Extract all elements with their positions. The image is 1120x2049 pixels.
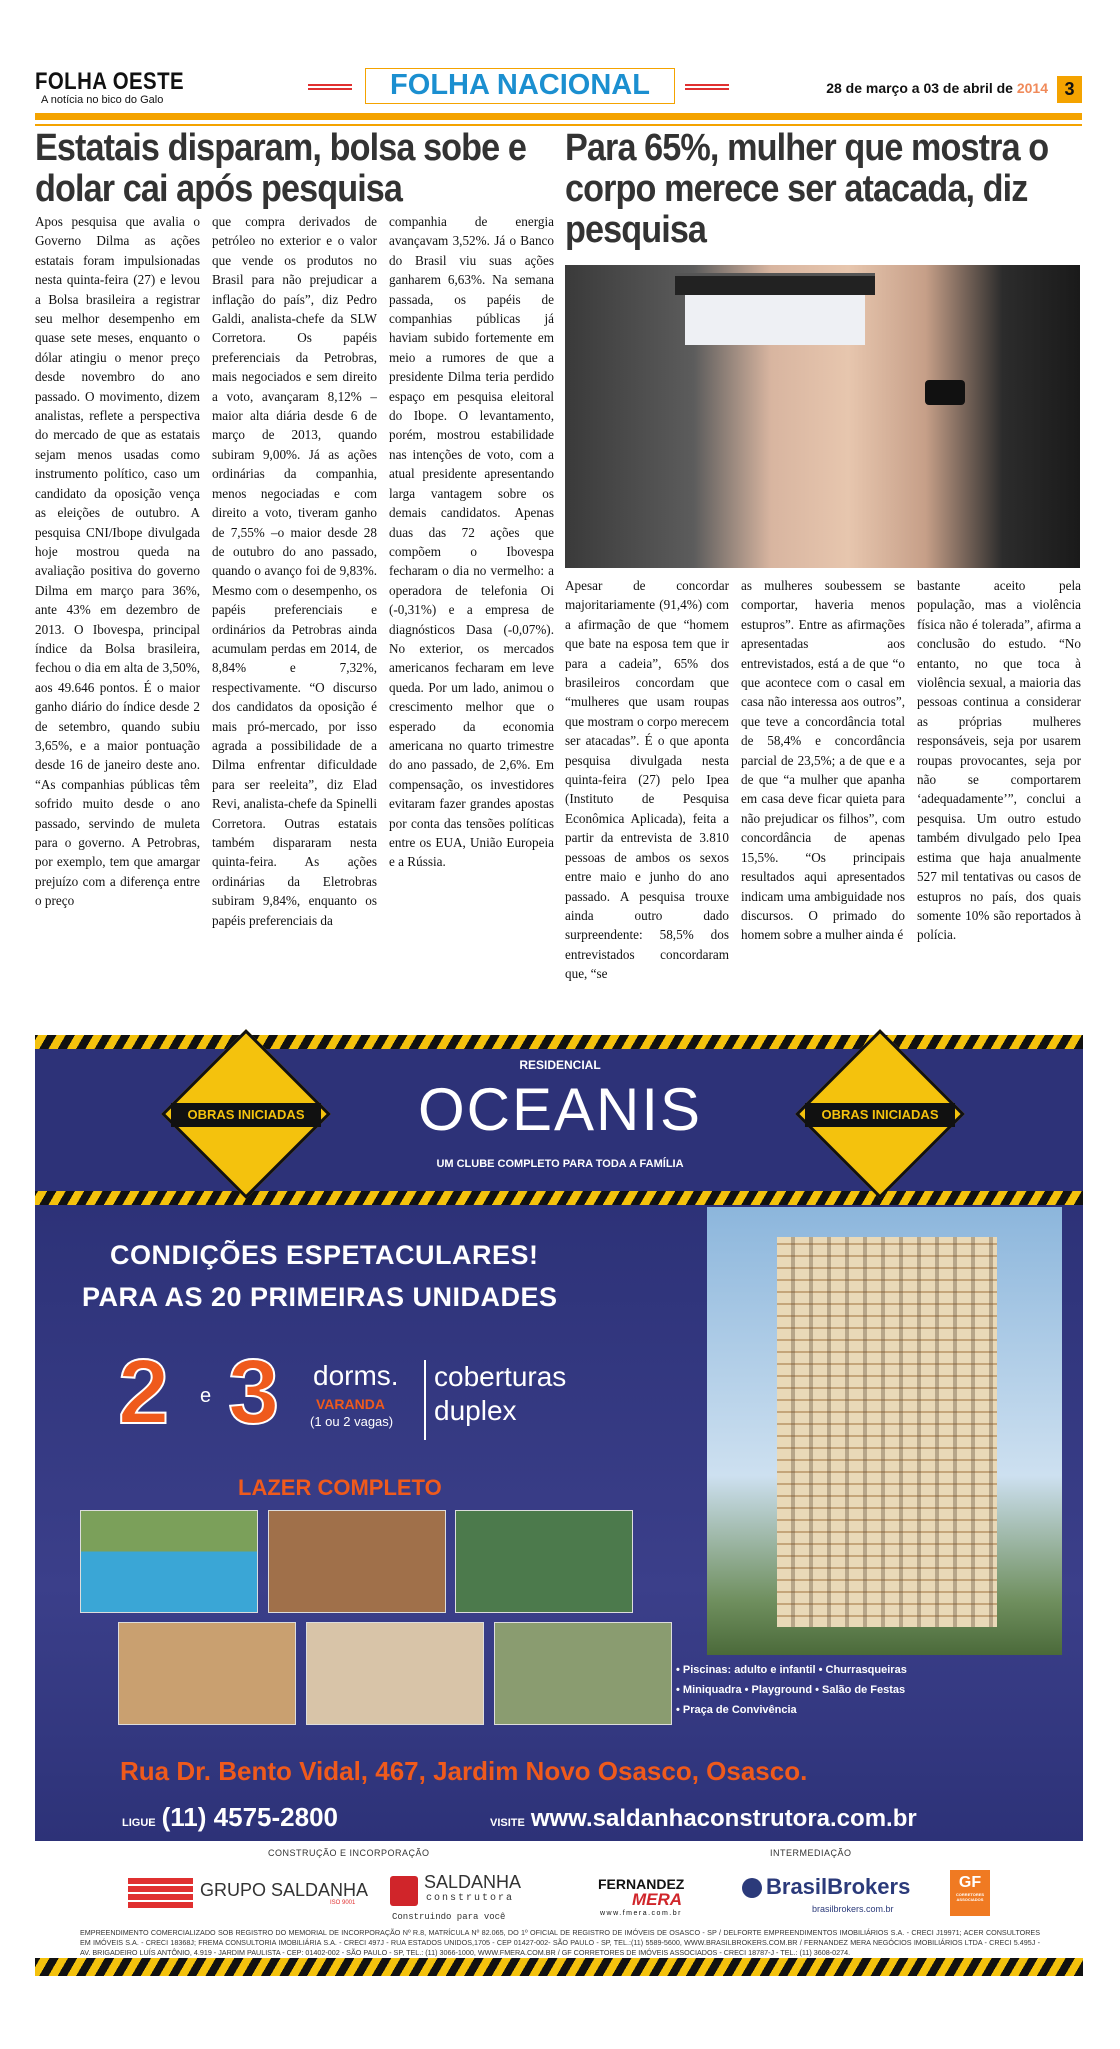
amenity-photo-hall — [306, 1622, 484, 1725]
hazard-stripes — [35, 1191, 1083, 1205]
iso-label: ISO 9001 — [330, 1900, 356, 1906]
amenity-line: • Praça de Convivência — [676, 1704, 797, 1716]
issue-date — [826, 80, 1048, 96]
ad-phone — [122, 1802, 338, 1833]
dorm-count-2: 2 — [118, 1341, 170, 1443]
saldanha-icon — [390, 1876, 418, 1906]
divider — [424, 1360, 426, 1440]
divider — [685, 84, 729, 90]
header-rule-thin — [35, 124, 1082, 126]
gf-logo — [950, 1870, 990, 1916]
coberturas: coberturas — [434, 1361, 567, 1392]
ad-headline-2: PARA AS 20 PRIMEIRAS UNIDADES — [82, 1282, 558, 1312]
gf-text: GF — [958, 1874, 982, 1891]
amenity-photo-pool — [80, 1510, 258, 1613]
dorm-count-3: 3 — [228, 1341, 280, 1443]
brasilbrokers-icon — [742, 1878, 762, 1898]
article1-headline: Estatais disparam, bolsa sobe e dolar cai após pesquisa — [35, 127, 527, 210]
sign-label: OBRAS INICIADAS — [171, 1103, 321, 1127]
building-render — [707, 1207, 1062, 1655]
visit-label: VISITE — [490, 1817, 525, 1829]
amenities-list — [676, 1660, 907, 1720]
construction-label: CONSTRUÇÃO E INCORPORAÇÃO — [268, 1848, 430, 1858]
gf-subtext: CORRETORES ASSOCIADOS — [955, 1892, 985, 1902]
grupo-saldanha-icon — [128, 1878, 193, 1908]
article-photo — [565, 265, 1080, 568]
fmera-url: www.fmera.com.br — [600, 1910, 682, 1917]
website-url: www.saldanhaconstrutora.com.br — [530, 1805, 917, 1832]
call-label: LIGUE — [122, 1817, 156, 1829]
section-title: FOLHA NACIONAL — [365, 68, 675, 104]
amenity-photo-plaza — [494, 1622, 672, 1725]
oceanis-logo: OCEANIS — [417, 1076, 703, 1143]
dorms-text: dorms. — [313, 1360, 399, 1391]
mera-logo: MERA — [632, 1890, 683, 1909]
header-rule — [35, 113, 1082, 120]
coberturas-text — [434, 1360, 566, 1428]
amenity-line: • Piscinas: adulto e infantil • Churrasqueiras — [676, 1664, 907, 1676]
article1-col1: Apos pesquisa que avalia o Governo Dilma as ações estatais foram impulsionadas nesta quinta-feira (27) e levou a Bolsa brasileira a registrar seu melhor desempenho em quase sete meses, enquanto o dólar atingiu o menor preço desde novembro do ano passado. O movimento, dizem analistas, reflete a perspectiva do mercado de que as estatais sejam menos usadas como instrumento político, caso um candidato da oposição vença as eleições de outubro. A pesquisa CNI/Ibope divulgada hoje mostrou queda na avaliação positiva do governo Dilma em março para 36%, ante 43% em dezembro de 2013. O Ibovespa, principal índice da Bolsa brasileira, fechou o dia em alta de 3,50%, aos 49.646 pontos. É o maior ganho diário do índice desde 2 de setembro, quando subiu 3,65%, e a maior pontuação desde 16 de janeiro deste ano. “As companhias públicas têm sofrido muito desde o ano passado, servindo de muleta para o governo. A Petrobras, por exemplo, tem que amargar prejuízo com a diferença entre o preço — [35, 214, 200, 909]
lazer-title: LAZER COMPLETO — [238, 1475, 442, 1500]
duplex: duplex — [434, 1395, 517, 1426]
intermediation-label: INTERMEDIAÇÃO — [770, 1848, 852, 1858]
brasilbrokers-url: brasilbrokers.com.br — [812, 1904, 894, 1914]
article1-col2: que compra derivados de petróleo no exterior e o valor que vende os produtos no Brasil para não prejudicar a inflação do país”, diz Pedro Galdi, analista-chefe da SLW Corretora. Os papéis preferenciais da Petrobras, mais negociados e sem direito a voto, avançaram 8,12% –maior alta diária desde 6 de março de 2013, quando subiram 9,00%. Já as ações ordinárias da companhia, menos negociadas e com direito a voto, tiveram ganho de 7,55% –o maior desde 28 de outubro do ano passado, quando o avanço foi de 9,83%. Mesmo com o desempenho, os papéis preferenciais e ordinários da Petrobras ainda acumulam perdas em 2014, de 8,84% e 7,32%, respectivamente. “O discurso dos candidatos da oposição é mais pró-mercado, por isso agrada a possibilidade de a Dilma enfrentar dificuldade para ser reeleita”, diz Elad Revi, analista-chefe da Spinelli Corretora. Outras estatais também dispararam nesta quinta-feira. As ações ordinárias da Eletrobras subiram 9,84%, enquanto os papéis preferenciais da — [212, 214, 377, 928]
residencial-label: RESIDENCIAL — [519, 1058, 601, 1072]
sign-label: OBRAS INICIADAS — [805, 1103, 955, 1127]
date-year: 2014 — [1016, 80, 1048, 96]
vagas-text: (1 ou 2 vagas) — [310, 1414, 394, 1429]
masthead-brand — [35, 68, 210, 106]
amenity-line: • Miniquadra • Playground • Salão de Festas — [676, 1684, 906, 1696]
divider — [308, 84, 352, 90]
and-text: e — [200, 1385, 212, 1407]
article1-col3: companhia de energia avançavam 3,52%. Já o Banco do Brasil viu suas ações ganharem 6,63%. Na semana passada, os papéis de companhias públicas já haviam subido fortemente em meio a rumores de que a presidente Dilma teria perdido espaço em pesquisa eleitoral do Ibope. O levantamento, porém, mostrou estabilidade nas intenções de voto, com a atual presidente apresentando larga vantagem sobre os demais candidatos. Apenas duas das 72 ações que compõem o Ibovespa fecharam o dia no vermelho: a operadora de telefonia Oi (-0,31%) e a empresa de diagnósticos Dasa (-0,07%). No exterior, os mercados americanos fecharam em leve queda. Por um lado, animou o crescimento melhor que o esperado da economia americana no quarto trimestre do ano passado, de 2,6%. Em compensação, os investidores evitaram fazer grandes apostas por conta das tensões políticas entre os EUA, União Europeia e a Rússia. — [389, 214, 554, 870]
hazard-stripes — [35, 1035, 1083, 1049]
brasilbrokers-logo: BrasilBrokers — [766, 1874, 911, 1899]
article2-col2: as mulheres soubessem se comportar, haveria menos estupros”. Entre as afirmações apresentadas aos entrevistados, está a de que “o que acontece com o casal em casa não interessa aos outros”, que teve a concordância total de 58,4% e concordância parcial de 23,5%; a de que e a de que “a mulher que apanha em casa deve ficar quieta para não prejudicar os filhos”, com concordância de apenas 15,5%. “Os principais resultados aqui apresentados indicam uma ambiguidade nos discursos. O primado do homem sobre a mulher ainda é — [741, 578, 905, 943]
amenity-photo-bbq — [268, 1510, 446, 1613]
saldanha-logo: SALDANHA — [424, 1872, 522, 1892]
article2-col1: Apesar de concordar majoritariamente (91,4%) com a afirmação de que “homem que bate na esposa tem que ir para a cadeia”, 65% dos brasileiros concordam que “mulheres que usam roupas que mostram o corpo merecem ser atacadas”. É o que aponta pesquisa divulgada nesta quinta-feira (27) pelo Ipea (Instituto de Pesquisa Econômica Aplicada), feita a partir da entrevista de 3.810 pessoas de ambos os sexos entre maio e junho do ano passado. A pesquisa trouxe ainda outro dado surpreendente: 58,5% dos entrevistados concordaram que, “se — [565, 578, 729, 982]
article2-headline: Para 65%, mulher que mostra o corpo merece ser atacada, diz pesquisa — [565, 127, 1049, 251]
ad-address: Rua Dr. Bento Vidal, 467, Jardim Novo Osasco, Osasco. — [120, 1756, 808, 1786]
amenity-photo-court — [455, 1510, 633, 1613]
saldanha-slogan: Construindo para você — [392, 1912, 506, 1922]
ad-tagline: UM CLUBE COMPLETO PARA TODA A FAMÍLIA — [436, 1158, 684, 1170]
grupo-saldanha-logo: GRUPO SALDANHA — [200, 1880, 369, 1900]
article2-col3: bastante aceito pela população, mas a violência física não é tolerada”, afirma a conclusão do estudo. “No entanto, no que toca à violência sexual, a maioria das pessoas continua a considerar as próprias mulheres responsáveis, seja por usarem roupas provocantes, seja por não se comportarem ‘adequadamente’”, conclui a pesquisa. Um outro estudo também divulgado pelo Ipea estima que haja anualmente 527 mil tentativas ou casos de estupros no país, dos quais somente 10% são reportados à polícia. — [917, 578, 1081, 943]
construtora-label: construtora — [426, 1893, 515, 1904]
fernandez-logo: FERNANDEZ — [598, 1876, 685, 1892]
varanda-text: VARANDA — [316, 1396, 385, 1412]
brand-name: FOLHA OESTE — [35, 68, 184, 95]
brand-slogan: A notícia no bico do Galo — [41, 94, 164, 106]
amenity-photo-playground — [118, 1622, 296, 1725]
date-text: 28 de março a 03 de abril de — [826, 80, 1013, 96]
ad-website — [490, 1805, 917, 1833]
ad-headline-1: CONDIÇÕES ESPETACULARES! — [110, 1240, 539, 1270]
hazard-stripes — [35, 1958, 1083, 1976]
legal-disclaimer: EMPREENDIMENTO COMERCIALIZADO SOB REGISTRO DO MEMORIAL DE INCORPORAÇÃO Nº R.8, MATRÍCULA Nº 82.065, DO 1º OFICIAL DE REGISTRO DE IMÓVEIS DE OSASCO - SP / DELFORTE EMPREENDIMENTOS IMOBILIÁRIOS S.A. - CRECI J19971; ACER CONSULTORES EM IMÓVEIS S.A. - CRECI 18368J; FREMA CONSULTORIA IMOBILIÁRIA S.A. - CRECI 497J - RUA ESTADOS UNIDOS,1705 - CEP 01427-002- SÃO PAULO - SP, TEL.:(11) 5589-5600, WWW.BRASILBROKERS.COM.BR / FERNANDEZ MERA NEGÓCIOS IMOBILIÁRIOS LTDA - CRECI 5.495J - AV. BRIGADEIRO LUÍS ANTÔNIO, 4.919 - JARDIM PAULISTA - CEP: 01402-002 - SÃO PAULO - SP, TEL.: (11) 3066-1000, WWW.FMERA.COM.BR / GF CORRETORES DE IMÓVEIS ASSOCIADOS - CRECI 18787-J - TEL.: (11) 3608-0274. — [80, 1928, 1040, 1957]
phone-number: (11) 4575-2800 — [161, 1802, 338, 1832]
page-number: 3 — [1057, 76, 1082, 103]
